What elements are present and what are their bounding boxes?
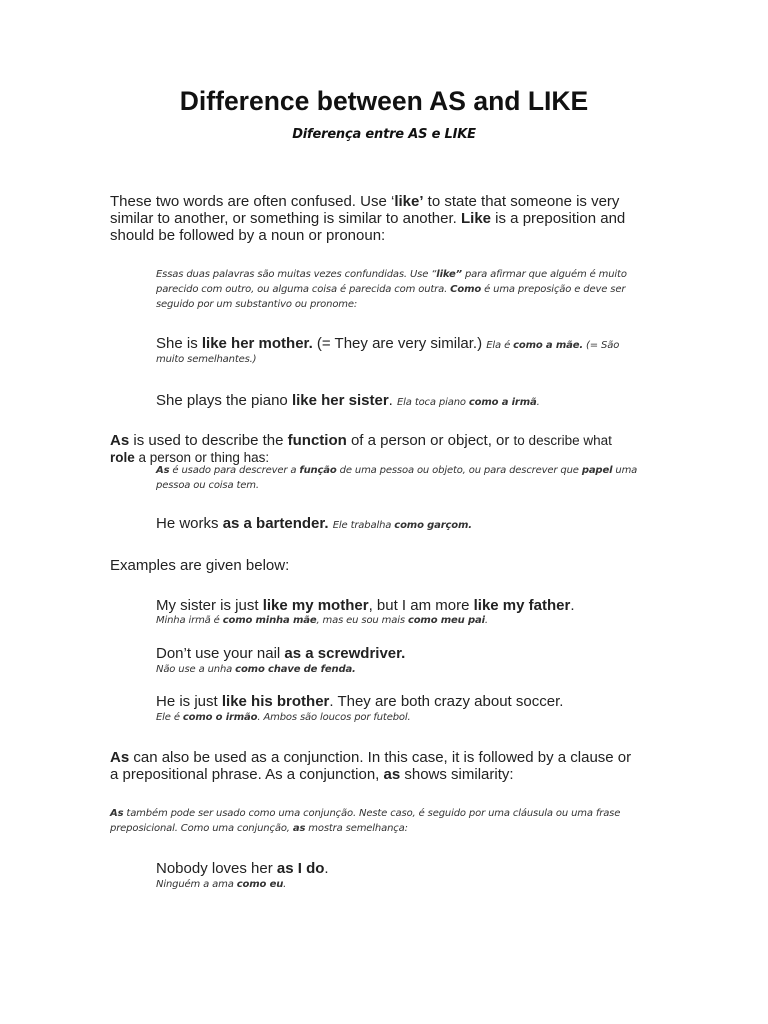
translation-text: (= São <box>583 340 620 351</box>
as-function-paragraph-line-1 <box>110 432 612 449</box>
bold-text: como chave de fenda. <box>235 664 356 675</box>
bold-text: as <box>292 823 306 834</box>
text: , mas eu sou mais <box>316 615 408 626</box>
intro-translation-line-2 <box>156 282 625 297</box>
examples-intro: Examples are given below: <box>110 557 290 574</box>
text: Don’t use your nail <box>156 645 285 662</box>
text: , but I am more <box>368 597 474 614</box>
bold-text: como minha mãe <box>222 615 317 626</box>
text: (= They are very similar.) <box>312 335 487 352</box>
text: Nobody loves her <box>156 860 277 877</box>
example-as-i-do <box>156 860 329 877</box>
bold-text: like her sister <box>291 392 389 409</box>
text: Essas duas palavras são muitas vezes confundidas. Use “ <box>156 269 437 280</box>
text: She is <box>156 335 202 352</box>
example-as-screwdriver-translation <box>156 662 356 677</box>
example-as-bartender <box>156 515 472 534</box>
text: Minha irmã é <box>156 615 223 626</box>
text: a prepositional phrase. As a conjunction, <box>110 766 384 783</box>
bold-text: as a screwdriver. <box>284 645 406 662</box>
text: He works <box>156 515 223 532</box>
example-like-brother-translation <box>156 710 411 725</box>
translation-bold-text: como a irmã <box>468 397 537 408</box>
bold-text: As <box>156 465 170 476</box>
translation-bold-text: como a mãe. <box>513 340 584 351</box>
bold-text: as a bartender. <box>222 515 329 532</box>
bold-text: função <box>299 465 337 476</box>
text: . <box>324 860 329 877</box>
bold-text: like” <box>436 269 462 280</box>
text: . <box>388 392 398 409</box>
example-like-mother-father-translation <box>156 613 488 628</box>
bold-text: like my father <box>473 597 571 614</box>
text: He is just <box>156 693 222 710</box>
text: . <box>484 615 488 626</box>
translation-text: . <box>536 397 540 408</box>
text: . <box>283 879 287 890</box>
text: is used to describe the <box>129 432 288 449</box>
translation-bold-text: como garçom. <box>394 520 472 531</box>
bold-text: Como <box>450 284 482 295</box>
translation-text: Ele trabalha <box>332 520 395 531</box>
bold-text: As <box>110 808 124 819</box>
text: é uma preposição e deve ser <box>481 284 626 295</box>
text: Ele é <box>156 712 183 723</box>
as-conjunction-paragraph-line-2 <box>110 766 514 783</box>
text: Ninguém a ama <box>156 879 237 890</box>
bold-text: Like <box>461 210 492 227</box>
translation-text: Ela é <box>486 340 514 351</box>
bold-text: like his brother <box>221 693 330 710</box>
bold-text: como meu pai <box>407 615 485 626</box>
bold-text: As <box>110 432 130 449</box>
as-function-translation-line-1 <box>156 463 637 478</box>
text: These two words are often confused. Use ‘ <box>110 193 395 210</box>
text: mostra semelhança: <box>305 823 408 834</box>
text: . Ambos são loucos por futebol. <box>257 712 411 723</box>
text: can also be used as a conjunction. In this case, it is followed by a clause or <box>129 749 632 766</box>
intro-paragraph-line-2 <box>110 210 625 227</box>
text: . They are both crazy about soccer. <box>329 693 564 710</box>
text: of a person or object, or <box>346 432 514 449</box>
bold-text: como eu <box>236 879 284 890</box>
translation-text: Ela toca piano <box>397 397 469 408</box>
text: Não use a unha <box>156 664 236 675</box>
text: to state that someone is very <box>423 193 620 210</box>
as-conjunction-translation-line-1 <box>110 806 620 821</box>
example-like-mother-translation-line-2: muito semelhantes.) <box>156 354 257 365</box>
text: . <box>570 597 575 614</box>
example-like-sister <box>156 392 540 411</box>
text: é usado para descrever a <box>169 465 300 476</box>
intro-translation-line-1 <box>156 267 627 282</box>
bold-text: as <box>383 766 401 783</box>
text: a person or thing has: <box>134 450 270 465</box>
intro-paragraph-line-3: should be followed by a noun or pronoun: <box>110 227 386 244</box>
bold-text: like’ <box>394 193 424 210</box>
intro-translation-line-3: seguido por um substantivo ou pronome: <box>156 299 358 310</box>
text: is a preposition and <box>491 210 626 227</box>
text: shows similarity: <box>400 766 514 783</box>
text: She plays the piano <box>156 392 292 409</box>
example-like-mother-father <box>156 597 575 614</box>
text: My sister is just <box>156 597 263 614</box>
text: também pode ser usado como uma conjunção. Neste caso, é seguido por uma cláusula ou uma frase <box>123 808 621 819</box>
as-conjunction-paragraph-line-1 <box>110 749 631 766</box>
text: similar to another, or something is similar to another. <box>110 210 461 227</box>
as-conjunction-translation-line-2 <box>110 821 408 836</box>
bold-text: as I do <box>276 860 325 877</box>
page-subtitle: Diferença entre AS e LIKE <box>292 127 476 142</box>
text: parecido com outro, ou alguma coisa é parecida com outra. <box>156 284 451 295</box>
bold-text: like my mother <box>262 597 369 614</box>
bold-text: role <box>110 450 135 465</box>
text: de uma pessoa ou objeto, ou para descrever que <box>336 465 582 476</box>
bold-text: like her mother. <box>201 335 313 352</box>
example-like-brother <box>156 693 563 710</box>
intro-paragraph-line-1 <box>110 193 619 210</box>
text: uma <box>612 465 638 476</box>
bold-text: como o irmão <box>182 712 258 723</box>
example-as-screwdriver <box>156 645 405 662</box>
text: preposicional. Como uma conjunção, <box>110 823 293 834</box>
example-as-i-do-translation <box>156 877 286 892</box>
text: para afirmar que alguém é muito <box>461 269 627 280</box>
bold-text: papel <box>581 465 613 476</box>
text: to describe what <box>513 433 612 448</box>
page-title: Difference between AS and LIKE <box>179 86 589 116</box>
bold-text: function <box>287 432 347 449</box>
bold-text: As <box>110 749 130 766</box>
as-function-translation-line-2: pessoa ou coisa tem. <box>156 480 259 491</box>
